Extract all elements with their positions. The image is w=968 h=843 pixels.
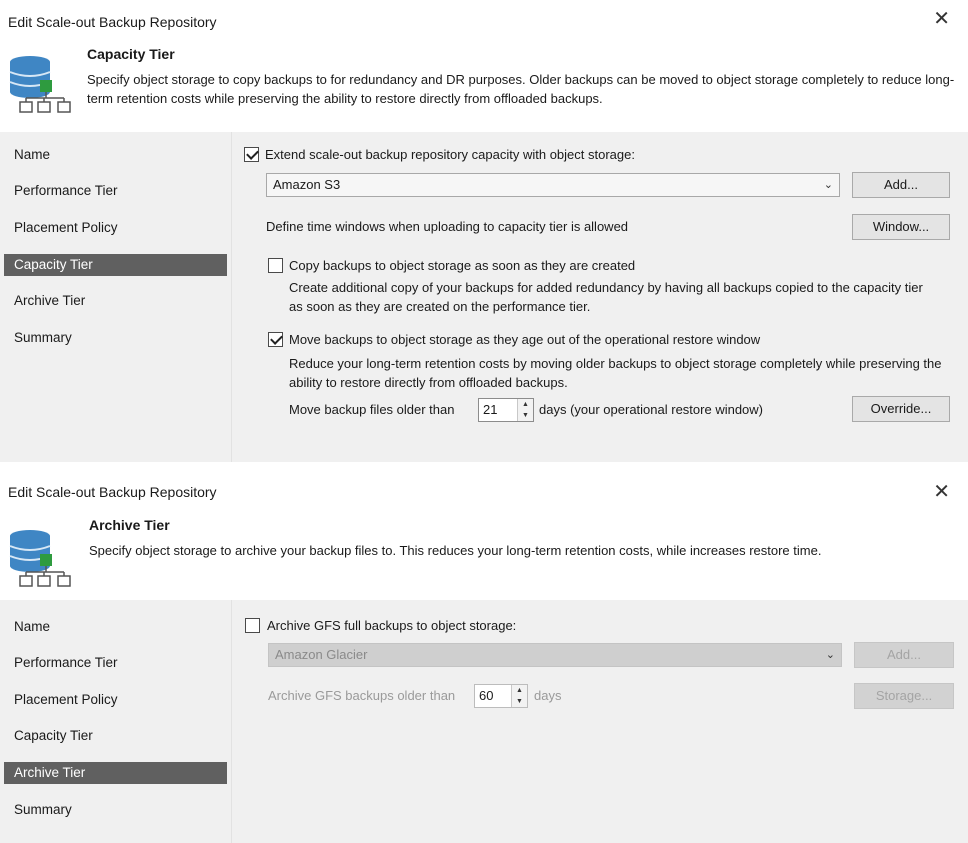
window-button[interactable]: Window... bbox=[852, 214, 950, 240]
window-title: Edit Scale-out Backup Repository bbox=[8, 14, 217, 30]
header-title: Archive Tier bbox=[89, 517, 170, 533]
object-storage-value: Amazon S3 bbox=[273, 177, 341, 192]
dialog-body bbox=[0, 132, 968, 462]
copy-backups-checkbox[interactable] bbox=[268, 258, 283, 273]
copy-backups-label: Copy backups to object storage as soon as they are created bbox=[289, 258, 636, 273]
nav-item-archive-tier[interactable]: Archive Tier bbox=[14, 293, 86, 308]
extend-capacity-checkbox[interactable] bbox=[244, 147, 259, 162]
restore-window-days-stepper[interactable] bbox=[478, 398, 534, 422]
nav-item-name[interactable]: Name bbox=[14, 619, 51, 634]
header-description: Specify object storage to archive your backup files to. This reduces your long-term retention costs, while increases restore time. bbox=[89, 543, 822, 558]
move-backups-description: Reduce your long-term retention costs by moving older backups to object storage completely while preserving the ability to restore directly from offloaded backups. bbox=[289, 356, 942, 390]
move-older-suffix: days (your operational restore window) bbox=[539, 402, 763, 417]
time-window-text: Define time windows when uploading to capacity tier is allowed bbox=[266, 219, 629, 234]
override-button[interactable]: Override... bbox=[852, 396, 950, 422]
dialog-body bbox=[0, 600, 968, 843]
nav-item-archive-tier[interactable]: Archive Tier bbox=[4, 762, 227, 784]
archive-older-suffix: days bbox=[534, 688, 562, 703]
capacity-tier-content bbox=[232, 132, 968, 462]
nav-item-summary[interactable]: Summary bbox=[14, 330, 72, 345]
spin-up-icon[interactable]: ▲ bbox=[516, 687, 523, 694]
spin-down-icon[interactable]: ▼ bbox=[516, 698, 523, 705]
database-hierarchy-icon bbox=[6, 526, 76, 588]
archive-tier-content bbox=[232, 600, 968, 843]
database-hierarchy-icon bbox=[6, 52, 76, 114]
close-icon[interactable]: ✕ bbox=[933, 481, 950, 503]
chevron-down-icon: ⌄ bbox=[825, 649, 835, 661]
add-archive-storage-button[interactable]: Add... bbox=[854, 642, 954, 668]
wizard-nav bbox=[0, 132, 232, 462]
add-storage-button[interactable]: Add... bbox=[852, 172, 950, 198]
archive-days-value: 60 bbox=[479, 688, 494, 703]
chevron-down-icon: ⌄ bbox=[823, 179, 833, 191]
extend-capacity-label: Extend scale-out backup repository capacity with object storage: bbox=[265, 147, 635, 162]
archive-storage-value: Amazon Glacier bbox=[275, 647, 368, 662]
archive-tier-dialog bbox=[0, 470, 968, 843]
wizard-nav bbox=[0, 600, 232, 843]
nav-item-summary[interactable]: Summary bbox=[14, 802, 72, 817]
nav-item-performance-tier[interactable]: Performance Tier bbox=[14, 655, 118, 670]
archive-storage-select[interactable] bbox=[268, 643, 842, 667]
nav-item-placement-policy[interactable]: Placement Policy bbox=[14, 692, 118, 707]
copy-backups-description: Create additional copy of your backups for added redundancy by having all backups copied to the capacity tier as soon as they are created on the performance tier. bbox=[289, 280, 923, 314]
close-icon[interactable]: ✕ bbox=[933, 8, 950, 30]
nav-item-performance-tier[interactable]: Performance Tier bbox=[14, 183, 118, 198]
nav-item-capacity-tier[interactable]: Capacity Tier bbox=[4, 254, 227, 276]
archive-older-label: Archive GFS backups older than bbox=[268, 688, 456, 703]
archive-gfs-label: Archive GFS full backups to object storage: bbox=[267, 618, 517, 633]
move-backups-checkbox[interactable] bbox=[268, 332, 283, 347]
header-description: Specify object storage to copy backups to for redundancy and DR purposes. Older backups can be moved to object storage completely to reduce long-term retention costs while preserving the ability to restore directly from offloaded backups. bbox=[87, 72, 955, 106]
header-title: Capacity Tier bbox=[87, 46, 175, 62]
window-title: Edit Scale-out Backup Repository bbox=[8, 484, 217, 500]
nav-item-name[interactable]: Name bbox=[14, 147, 51, 162]
nav-item-capacity-tier[interactable]: Capacity Tier bbox=[14, 728, 93, 743]
archive-days-stepper[interactable] bbox=[474, 684, 528, 708]
storage-button[interactable]: Storage... bbox=[854, 683, 954, 709]
restore-window-days-value: 21 bbox=[483, 402, 498, 417]
spin-up-icon[interactable]: ▲ bbox=[522, 401, 529, 408]
stepper-arrows bbox=[511, 685, 527, 707]
move-older-label: Move backup files older than bbox=[289, 402, 455, 417]
object-storage-select[interactable] bbox=[266, 173, 840, 197]
nav-item-placement-policy[interactable]: Placement Policy bbox=[14, 220, 118, 235]
move-backups-label: Move backups to object storage as they age out of the operational restore window bbox=[289, 332, 761, 347]
archive-gfs-checkbox[interactable] bbox=[245, 618, 260, 633]
stepper-arrows bbox=[517, 399, 533, 421]
spin-down-icon[interactable]: ▼ bbox=[522, 412, 529, 419]
